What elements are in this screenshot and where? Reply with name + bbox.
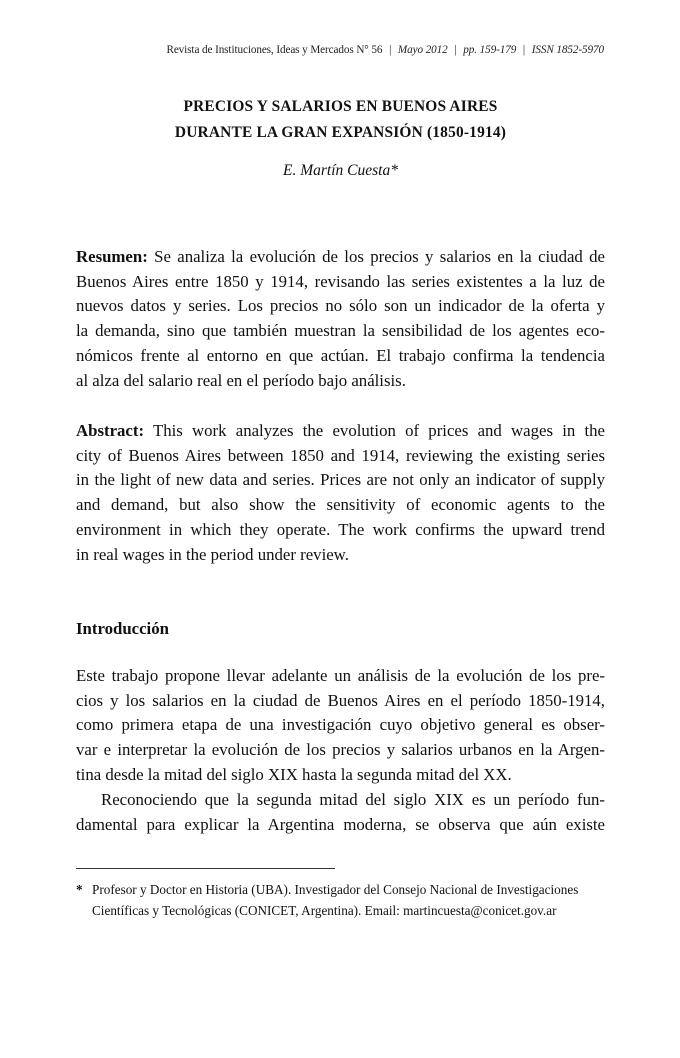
text-line: in the light of new data and series. Prices are not only an indicator of supply bbox=[76, 470, 605, 490]
running-head bbox=[166, 44, 604, 56]
footnote-body bbox=[92, 880, 605, 921]
separator: | bbox=[389, 44, 392, 56]
text-line: Resumen: Se analiza la evolución de los precios y salarios en la ciudad de bbox=[76, 247, 605, 266]
text-line: nuevos datos y series. Los precios no sólo son un indicador de la oferta y bbox=[76, 296, 605, 316]
journal-name: Revista de Instituciones, Ideas y Mercados N° 56 bbox=[166, 44, 383, 56]
intro-paragraph-2 bbox=[76, 788, 605, 837]
text-line: como primera etapa de una investigación cuyo objetivo general es obser- bbox=[76, 715, 605, 735]
footnote-line: Científicas y Tecnológicas (CONICET, Argentina). Email: martincuesta@conicet.gov.ar bbox=[92, 902, 557, 918]
abstract-label: Abstract: bbox=[76, 421, 145, 440]
separator: | bbox=[454, 44, 457, 56]
resumen-label: Resumen: bbox=[76, 247, 148, 266]
text-line: al alza del salario real en el período bajo análisis. bbox=[76, 370, 406, 390]
title-block bbox=[76, 94, 605, 180]
text-line: nómicos frente al entorno en que actúan. El trabajo confirma la tendencia bbox=[76, 345, 605, 365]
author-name: E. Martín Cuesta* bbox=[283, 162, 398, 179]
text-line: Este trabajo propone llevar adelante un análisis de la evolución de los pre- bbox=[76, 666, 605, 685]
text-line: cios y los salarios en la ciudad de Buenos Aires en el período 1850-1914, bbox=[76, 690, 605, 710]
footnote-line: Profesor y Doctor en Historia (UBA). Investigador del Consejo Nacional de Investigaciones bbox=[92, 882, 579, 897]
footnote bbox=[76, 880, 605, 921]
text-line: damental para explicar la Argentina moderna, se observa que aún existe bbox=[76, 814, 605, 834]
text-line: Buenos Aires entre 1850 y 1914, revisando las series existentes a la luz de bbox=[76, 271, 605, 291]
issn: ISSN 1852-5970 bbox=[531, 44, 604, 56]
resumen-paragraph bbox=[76, 245, 605, 393]
text-line: city of Buenos Aires between 1850 and 1914, reviewing the existing series bbox=[76, 445, 605, 465]
text-line: in real wages in the period under review. bbox=[76, 544, 349, 564]
abstract-paragraph bbox=[76, 419, 605, 567]
page-range: pp. 159-179 bbox=[463, 44, 517, 56]
footnote-divider bbox=[76, 868, 335, 869]
intro-paragraph-1 bbox=[76, 664, 605, 788]
section-heading-introduccion: Introducción bbox=[76, 619, 169, 638]
text-line: la demanda, sino que también muestran la sensibilidad de los agentes eco- bbox=[76, 321, 605, 341]
paper-title-line-1: PRECIOS Y SALARIOS EN BUENOS AIRES bbox=[183, 98, 498, 115]
separator: | bbox=[522, 44, 526, 56]
text-line: Reconociendo que la segunda mitad del siglo XIX es un período fun- bbox=[101, 790, 605, 809]
footnote-mark: * bbox=[76, 882, 83, 897]
issue-date: Mayo 2012 bbox=[397, 44, 448, 56]
text-line: and demand, but also show the sensitivity of economic agents to the bbox=[76, 495, 605, 515]
text-line: var e interpretar la evolución de los precios y salarios urbanos en la Argen- bbox=[76, 740, 605, 760]
text-line: Abstract: This work analyzes the evolution of prices and wages in the bbox=[76, 421, 605, 440]
paper-title-line-2: DURANTE LA GRAN EXPANSIÓN (1850-1914) bbox=[174, 124, 507, 141]
text-line: environment in which they operate. The work confirms the upward trend bbox=[76, 519, 605, 539]
text-line: tina desde la mitad del siglo XIX hasta la segunda mitad del XX. bbox=[76, 764, 512, 784]
